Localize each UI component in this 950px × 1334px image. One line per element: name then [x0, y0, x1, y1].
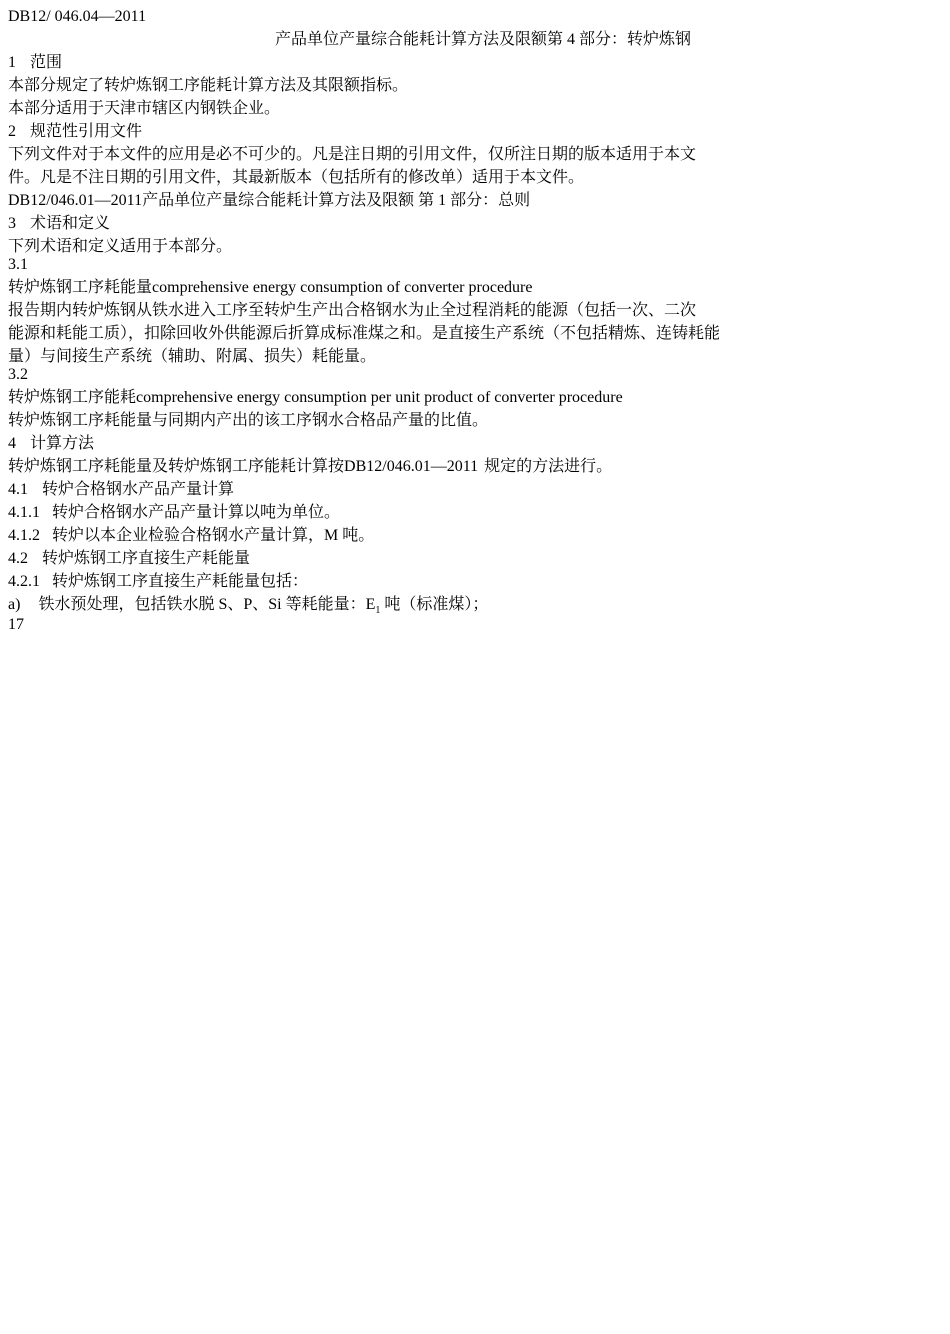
- list-text: 铁水预处理，包括铁水脱 S、P、Si 等耗能量：E: [38, 596, 376, 613]
- section-number: 4: [8, 435, 16, 452]
- section-title: 规范性引用文件: [30, 123, 143, 140]
- term-english: comprehensive energy consumption of converter procedure: [152, 279, 533, 296]
- section-4-heading: [8, 430, 942, 453]
- definition-line: 报告期内转炉炼钢从铁水进入工序至转炉生产出合格钢水为止全过程消耗的能源（包括一次、二次: [8, 302, 697, 319]
- clause-text: 转炉炼钢工序直接生产耗能量包括：: [52, 573, 309, 590]
- section-number: 1: [8, 54, 16, 71]
- paragraph-text: 转炉炼钢工序耗能量及转炉炼钢工序能耗计算按: [8, 458, 345, 475]
- clause: [8, 499, 942, 522]
- term-chinese: 转炉炼钢工序能耗: [8, 389, 137, 406]
- paragraph: 下列术语和定义适用于本部分。: [8, 238, 233, 255]
- subsection-number: 4.2: [8, 550, 28, 567]
- clause-number: 4.1.1: [8, 504, 40, 521]
- section-number: 3: [8, 215, 16, 232]
- section-3-heading: [8, 210, 942, 233]
- reference-title: 产品单位产量综合能耗计算方法及限额 第 1 部分：总则: [142, 192, 531, 209]
- section-title: 计算方法: [30, 435, 95, 452]
- definition: 转炉炼钢工序耗能量与同期内产出的该工序钢水合格品产量的比值。: [8, 412, 489, 429]
- clause-text: 转炉以本企业检验合格钢水产量计算，M 吨。: [52, 527, 375, 544]
- term-chinese: 转炉炼钢工序耗能量: [8, 279, 153, 296]
- subsection-number: 4.1: [8, 481, 28, 498]
- document-code: DB12/ 046.04—2011: [8, 8, 147, 25]
- subsection-4-2-heading: [8, 545, 942, 568]
- subscript: 1: [375, 605, 381, 617]
- paragraph-line: 下列文件对于本文件的应用是必不可少的。凡是注日期的引用文件，仅所注日期的版本适用于本文: [8, 146, 697, 163]
- clause: [8, 568, 942, 591]
- subsection-4-1-heading: [8, 476, 942, 499]
- reference-code: DB12/046.01—2011: [8, 192, 143, 209]
- section-2-heading: [8, 118, 942, 141]
- term-english: comprehensive energy consumption per unit product of converter procedure: [136, 389, 623, 406]
- clause-number: 4.1.2: [8, 527, 40, 544]
- section-title: 术语和定义: [30, 215, 111, 232]
- definition-line: 量）与间接生产系统（辅助、附属、损失）耗能量。: [8, 348, 377, 365]
- paragraph-line: 件。凡是不注日期的引用文件，其最新版本（包括所有的修改单）适用于本文件。: [8, 169, 585, 186]
- list-item: [8, 591, 942, 616]
- clause: [8, 522, 942, 545]
- page-title: 产品单位产量综合能耗计算方法及限额第 4 部分：转炉炼钢: [274, 31, 691, 48]
- section-number: 2: [8, 123, 16, 140]
- reference-code: DB12/046.01—2011: [344, 458, 479, 475]
- subsection-title: 转炉合格钢水产品产量计算: [42, 481, 235, 498]
- subsection-title: 转炉炼钢工序直接生产耗能量: [42, 550, 251, 567]
- section-title: 范围: [30, 54, 63, 71]
- definition-line: 能源和耗能工质），扣除回收外供能源后折算成标准煤之和。是直接生产系统（不包括精炼、连铸耗能: [8, 325, 721, 342]
- list-text: 吨（标准煤）；: [380, 596, 489, 613]
- normative-reference: [8, 187, 942, 210]
- term-entry: [8, 384, 942, 407]
- term-number: 3.1: [8, 256, 28, 273]
- page-number: 17: [8, 616, 24, 634]
- paragraph-text: 规定的方法进行。: [484, 458, 613, 475]
- term-entry: [8, 274, 942, 297]
- clause-number: 4.2.1: [8, 573, 40, 590]
- paragraph: 本部分适用于天津市辖区内钢铁企业。: [8, 100, 281, 117]
- clause-text: 转炉合格钢水产品产量计算以吨为单位。: [52, 504, 341, 521]
- list-label: a): [8, 596, 21, 613]
- paragraph: 本部分规定了转炉炼钢工序能耗计算方法及其限额指标。: [8, 77, 409, 94]
- term-number: 3.2: [8, 366, 28, 383]
- section-1-heading: [8, 49, 942, 72]
- paragraph: [8, 453, 942, 476]
